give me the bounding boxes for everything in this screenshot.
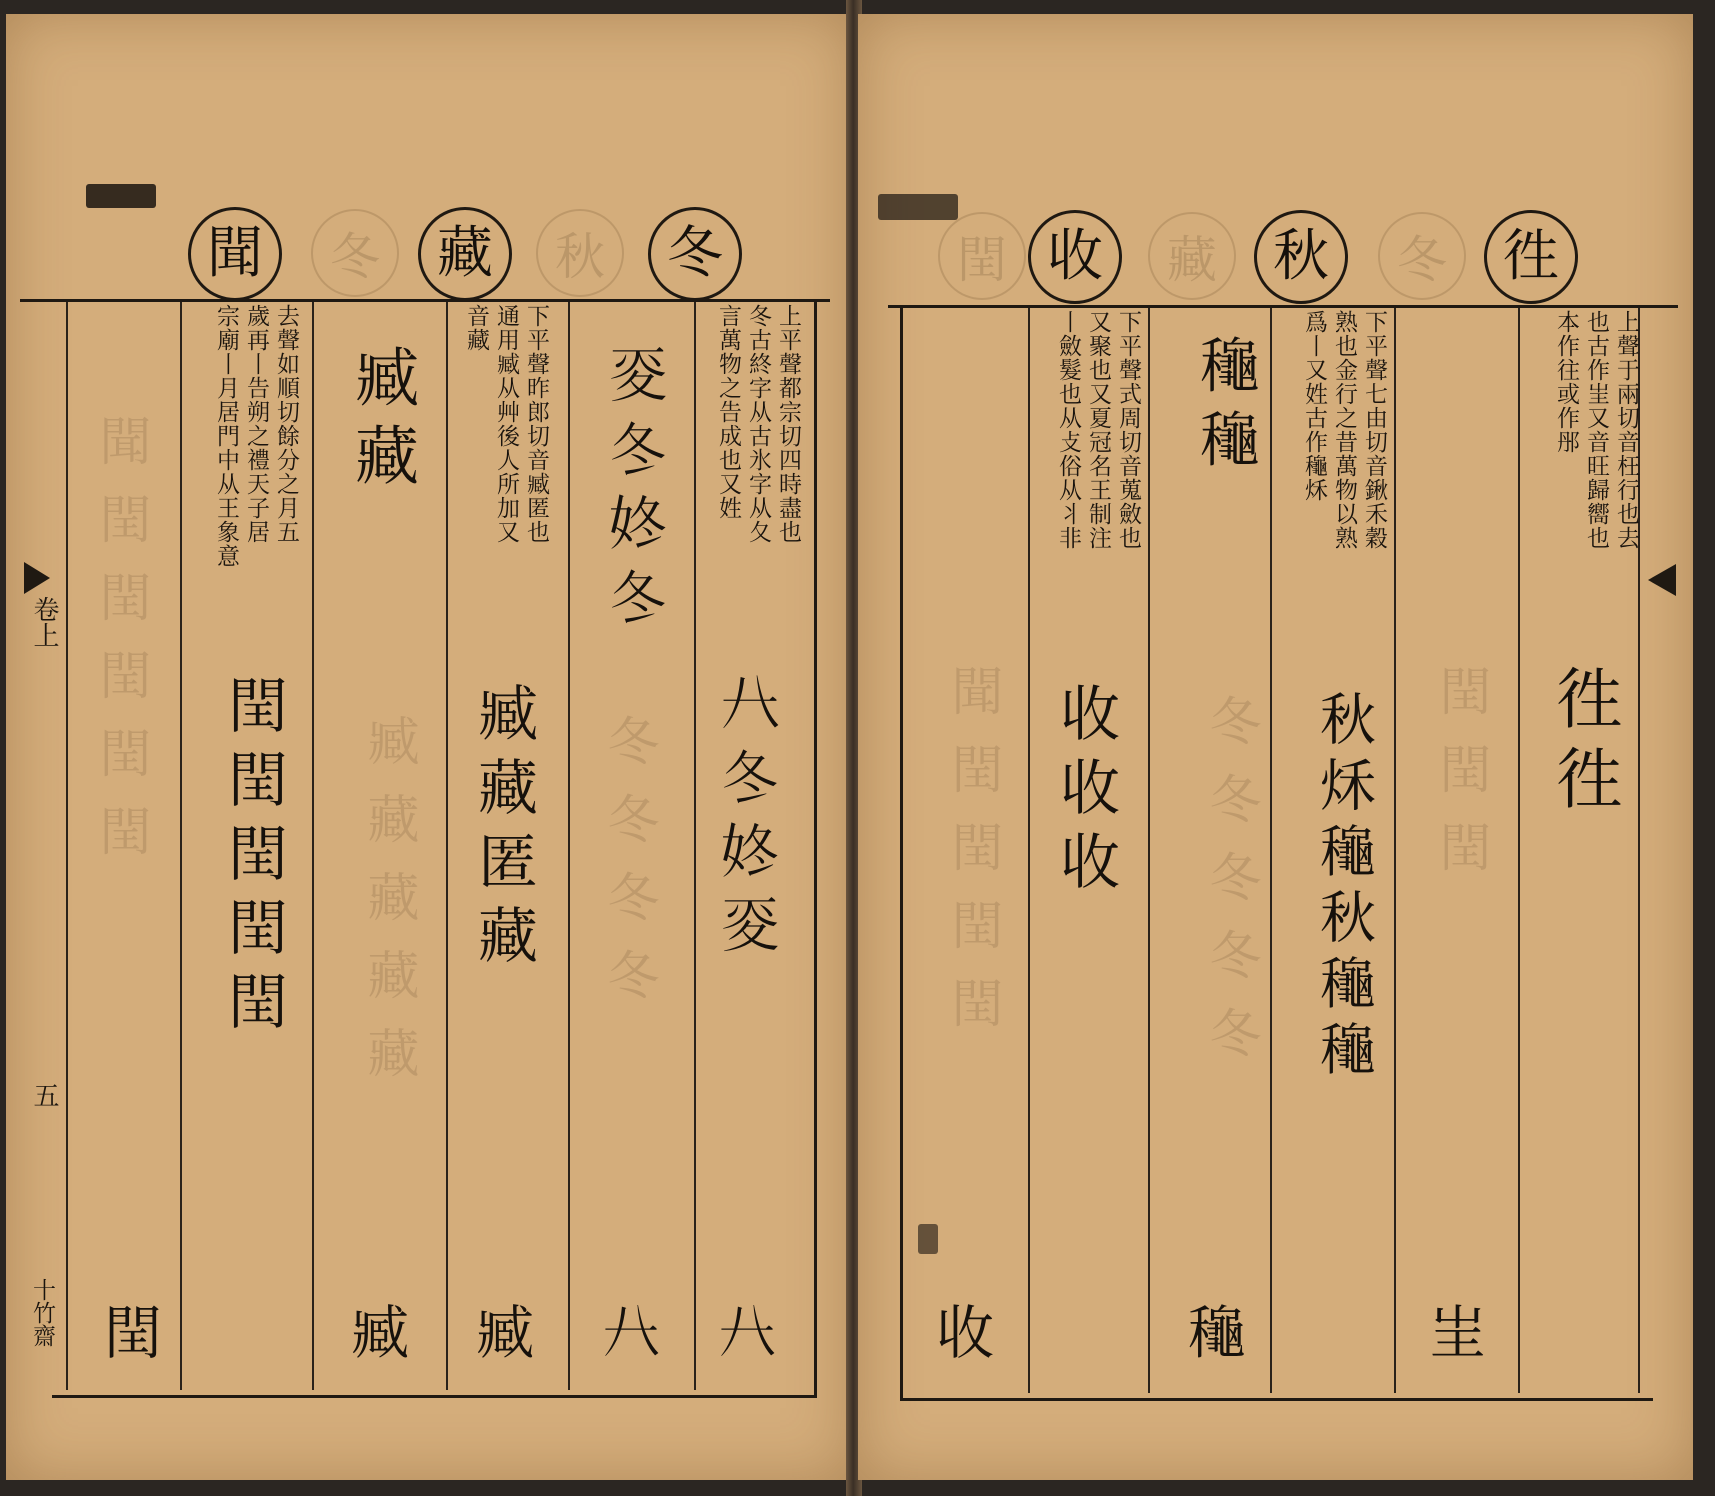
header-char-dong: 冬 [648, 207, 742, 301]
left-page [6, 14, 852, 1480]
header-char-cang: 藏 [418, 207, 512, 301]
ghost-seal-column: 冬冬冬冬冬 [1200, 694, 1260, 1084]
column-divider [1148, 308, 1150, 1393]
column-divider [1270, 308, 1272, 1393]
entry-note-shou-3: 丨斂髮也从攴俗从丬非 [1055, 310, 1081, 550]
ghost-header: 秋 [536, 209, 624, 297]
seal-variants-qiu: 秋秌龝秋龝龝 [1311, 690, 1376, 1086]
seal-bottom-shou: 收 [936, 1299, 995, 1367]
entry-note-wang-1: 上聲于兩切音枉行也去 [1613, 310, 1639, 550]
entry-note-dong-3: 言萬物之告成也又姓 [715, 304, 741, 520]
ghost-seal-column: 臧藏藏藏藏 [358, 714, 418, 1104]
seal-bottom-qiu: 龝 [1188, 1299, 1247, 1367]
publisher-mark: 十竹齋 [29, 1278, 55, 1347]
entry-note-cang-1: 下平聲昨郎切音臧匿也 [523, 304, 549, 544]
column-divider [180, 302, 182, 1390]
entry-note-wen-1: 去聲如順切餘分之月五 [273, 304, 299, 544]
entry-note-shou-2: 又聚也又夏冠名王制注 [1085, 310, 1111, 550]
fishtail-mark [1648, 564, 1676, 596]
ink-smudge [878, 194, 958, 220]
right-page [858, 14, 1693, 1480]
entry-note-qiu-1: 下平聲七由切音鍬禾穀 [1361, 310, 1387, 550]
header-char-qiu: 秋 [1254, 210, 1348, 304]
ink-smudge [918, 1224, 938, 1254]
seal-variants-shou: 收收收 [1050, 682, 1120, 904]
seal-variants-wen: 閏閏閏閏閏 [218, 674, 288, 1044]
header-char-shou: 收 [1028, 210, 1122, 304]
ghost-header: 冬 [311, 209, 399, 297]
text-frame [900, 305, 1653, 1401]
ink-smudge [86, 184, 156, 208]
seal-bottom-cang-a: 臧 [476, 1299, 535, 1367]
seal-variants-wang: 徃徃 [1545, 664, 1622, 824]
seal-variants-dong-a: 𡕢冬㚵冬 [600, 344, 670, 640]
entry-note-cang-3: 音藏 [463, 304, 489, 352]
entry-note-cang-2: 通用臧从艸後人所加又 [493, 304, 519, 544]
column-divider [446, 302, 448, 1390]
entry-note-dong-1: 上平聲都宗切四時盡也 [775, 304, 801, 544]
column-divider [1394, 308, 1396, 1393]
header-char-wang: 徃 [1484, 210, 1578, 304]
volume-label: 卷上 [29, 596, 59, 648]
column-divider [312, 302, 314, 1390]
seal-bottom-wang: 㞷 [1428, 1299, 1487, 1367]
seal-bottom-cang-b: 臧 [351, 1299, 410, 1367]
column-divider [1518, 308, 1520, 1393]
seal-variants-qiu-top: 龝龝 [1190, 334, 1260, 482]
ghost-header: 冬 [1378, 212, 1466, 300]
seal-bottom-wen: 閏 [104, 1299, 163, 1367]
entry-note-wen-2: 歲再丨告朔之禮天子居 [243, 304, 269, 544]
column-divider [1028, 308, 1030, 1393]
entry-note-wang-3: 本作往或作䢷 [1553, 310, 1579, 454]
column-divider [66, 302, 68, 1390]
ghost-seal-column: 聞閏閏閏閏 [942, 664, 1002, 1054]
fishtail-mark [24, 562, 50, 594]
entry-note-qiu-2: 熟也金行之昔萬物以熟 [1331, 310, 1357, 550]
ghost-seal-column: 聞閏閏閏閏閏 [90, 414, 150, 882]
header-char-wen: 聞 [188, 207, 282, 301]
seal-variants-dong-b: 𠔀冬㚵𡕢 [712, 672, 782, 968]
entry-note-dong-2: 冬古終字从古氷字从夂 [745, 304, 771, 544]
folio-number: 五 [29, 1082, 59, 1108]
ghost-seal-column: 冬冬冬冬 [598, 714, 658, 1026]
seal-variants-cang: 臧藏匿藏 [468, 682, 538, 978]
entry-note-qiu-3: 爲丨又姓古作龝秌 [1301, 310, 1327, 502]
seal-bottom-dong-2: 𠔀 [602, 1299, 661, 1367]
text-frame [52, 299, 817, 1398]
seal-bottom-dong: 𠔀 [718, 1299, 777, 1367]
ghost-seal-column: 閏閏閏 [1430, 664, 1490, 898]
ghost-header: 閏 [938, 212, 1026, 300]
seal-variants-cang-top: 臧藏 [344, 344, 418, 500]
entry-note-wang-2: 也古作㞷又音旺歸嚮也 [1583, 310, 1609, 550]
column-divider [568, 302, 570, 1390]
entry-note-wen-3: 宗廟丨月居門中从王象意 [213, 304, 239, 568]
column-divider [694, 302, 696, 1390]
entry-note-shou-1: 下平聲式周切音蒐斂也 [1115, 310, 1141, 550]
ghost-header: 藏 [1148, 212, 1236, 300]
